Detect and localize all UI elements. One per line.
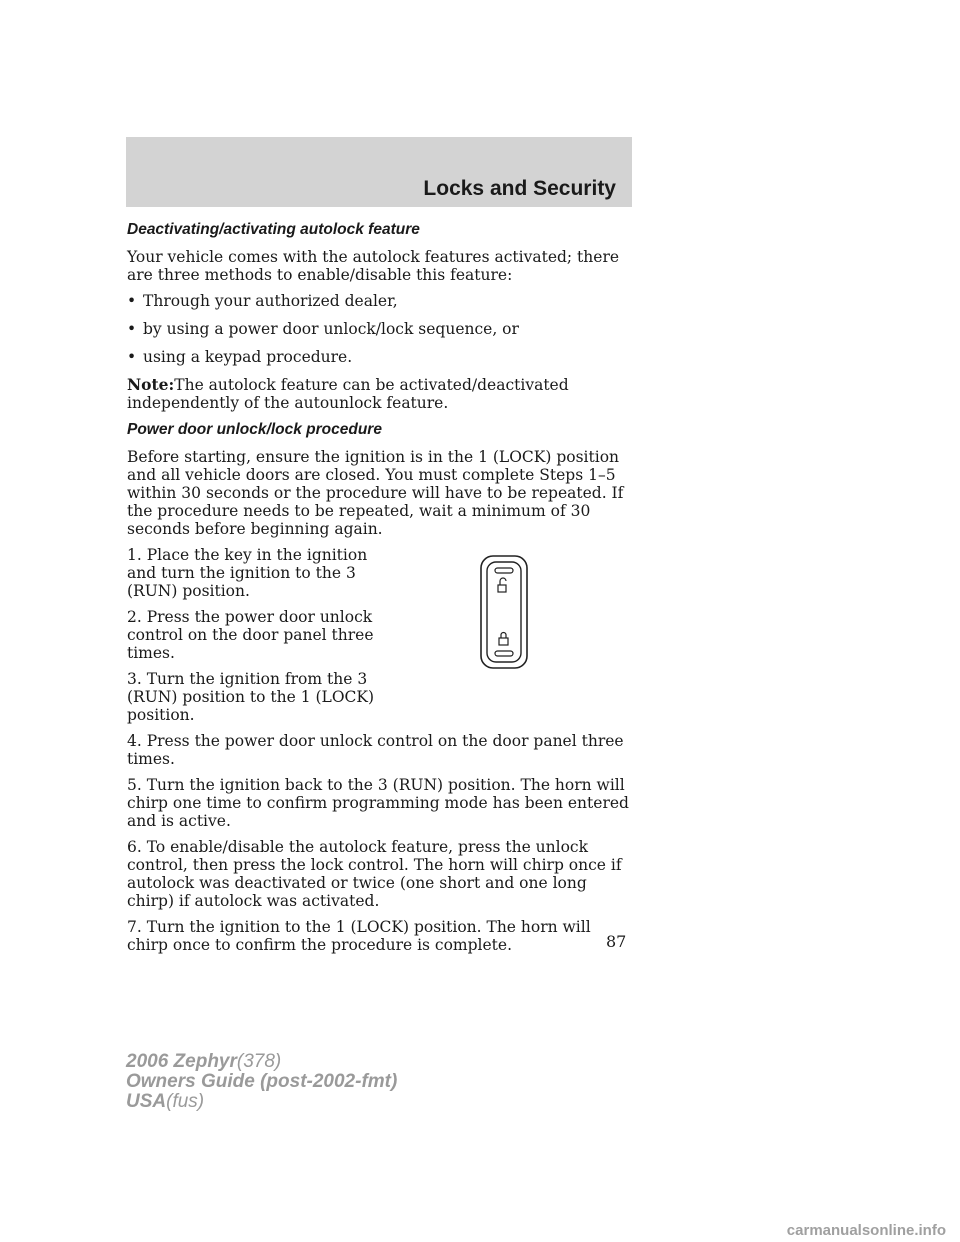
unlock-icon bbox=[498, 578, 506, 592]
heading-power-door: Power door unlock/lock procedure bbox=[127, 421, 382, 438]
steps-with-illustration bbox=[127, 546, 633, 724]
autolock-intro: Your vehicle comes with the autolock features activated; there are three methods to enable/disable this feature: bbox=[127, 248, 620, 284]
step-1: 1. Place the key in the ignition and turn the ignition to the 3 (RUN) position. bbox=[127, 546, 368, 600]
step-3: 3. Turn the ignition from the 3 (RUN) position to the 1 (LOCK) position. bbox=[127, 670, 375, 724]
page-number: 87 bbox=[606, 932, 627, 951]
step-5: 5. Turn the ignition back to the 3 (RUN) position. The horn will chirp one time to confirm programming mode has been entered and is active. bbox=[127, 776, 629, 830]
door-lock-switch-illustration bbox=[479, 554, 529, 670]
page-content bbox=[127, 220, 633, 962]
document-footer: 2006 Zephyr(378) Owners Guide (post-2002-fmt) USA(fus) bbox=[126, 1051, 398, 1112]
section-header-band bbox=[126, 137, 632, 207]
note-label: Note: bbox=[127, 375, 175, 394]
step-4: 4. Press the power door unlock control on the door panel three times. bbox=[127, 732, 624, 768]
note-paragraph bbox=[127, 376, 633, 412]
list-item: • by using a power door unlock/lock sequence, or bbox=[127, 320, 519, 338]
note-text: The autolock feature can be activated/deactivated independently of the autounlock feature. bbox=[127, 376, 569, 412]
lock-icon bbox=[499, 633, 508, 646]
list-item: • using a keypad procedure. bbox=[127, 348, 353, 366]
section-title: Locks and Security bbox=[423, 177, 616, 200]
list-item: • Through your authorized dealer, bbox=[127, 292, 398, 310]
procedure-intro: Before starting, ensure the ignition is in the 1 (LOCK) position and all vehicle doors are closed. You must complete Steps 1–5 within 30 seconds or the procedure will have to be repeated. If the procedure needs to be repeated, wait a minimum of 30 seconds before beginning again. bbox=[127, 448, 624, 538]
step-6: 6. To enable/disable the autolock feature, press the unlock control, then press the lock control. The horn will chirp once if autolock was deactivated or twice (one short and one long chirp) if autolock was activated. bbox=[127, 838, 622, 910]
heading-autolock: Deactivating/activating autolock feature bbox=[127, 221, 420, 238]
step-7: 7. Turn the ignition to the 1 (LOCK) position. The horn will chirp once to confirm the procedure is complete. bbox=[127, 918, 591, 954]
watermark: carmanualsonline.info bbox=[786, 1222, 946, 1239]
step-2: 2. Press the power door unlock control on the door panel three times. bbox=[127, 608, 374, 662]
